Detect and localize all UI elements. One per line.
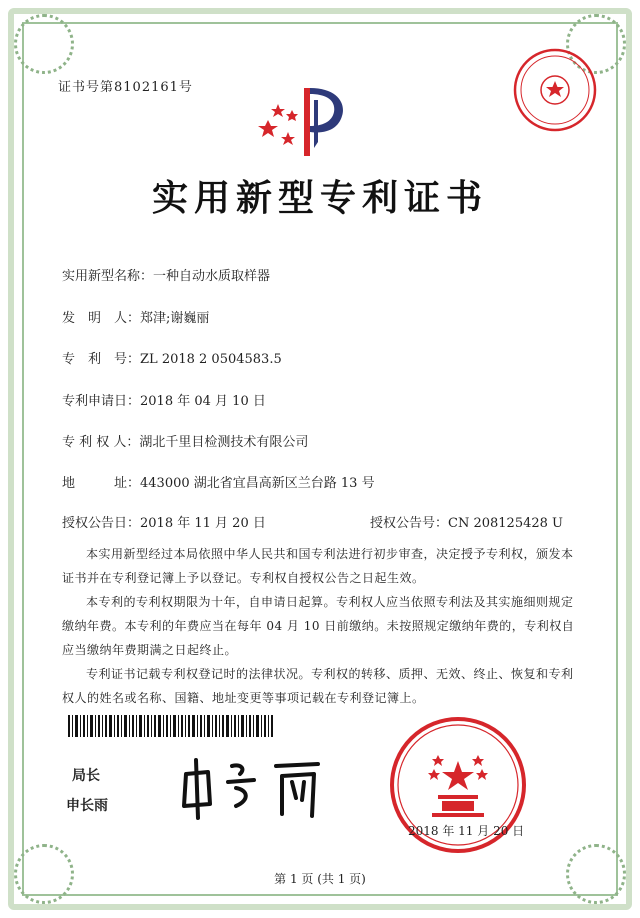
director-name: 申长雨	[66, 798, 108, 814]
field-grant-date	[62, 512, 266, 531]
field-address	[62, 472, 375, 491]
field-patentee	[62, 431, 308, 450]
director-title: 局长	[72, 768, 100, 784]
certificate-title: 实用新型专利证书	[151, 177, 488, 219]
field-label: 地 址：	[62, 476, 141, 491]
top-right-red-seal	[510, 45, 600, 135]
paragraph-legal-status: 专利证书记载专利权登记时的法律状况。专利权的转移、质押、无效、终止、恢复和专利权人的姓名或名称、国籍、地址变更等事项记载在专利登记簿上。	[62, 667, 574, 705]
field-value: 2018 年 04 月 10 日	[140, 394, 266, 409]
field-label: 专利申请日：	[62, 394, 141, 409]
field-label: 实用新型名称：	[62, 269, 154, 284]
patent-office-logo	[258, 82, 348, 162]
field-patent-number	[62, 348, 282, 367]
field-value: 湖北千里目检测技术有限公司	[139, 435, 309, 450]
page-number: 第 1 页 (共 1 页)	[274, 872, 366, 886]
barcode	[68, 715, 273, 737]
field-value: 一种自动水质取样器	[153, 269, 271, 284]
field-value: 2018 年 11 月 20 日	[140, 516, 266, 531]
field-grant-announcement-number	[370, 512, 563, 531]
field-label: 专 利 权 人：	[62, 435, 140, 450]
field-value: CN 208125428 U	[448, 516, 563, 531]
paragraph-examination: 本实用新型经过本局依照中华人民共和国专利法进行初步审查，决定授予专利权，颁发本证书并在专利登记簿上予以登记。专利权自授权公告之日起生效。	[62, 547, 574, 585]
field-value: 郑津;谢巍丽	[140, 311, 210, 326]
field-label: 授权公告日：	[62, 516, 141, 531]
field-label: 专 利 号：	[62, 352, 141, 367]
field-label: 授权公告号：	[370, 516, 449, 531]
corner-ornament-top-left	[14, 14, 74, 74]
field-inventors	[62, 307, 209, 326]
field-value: 443000 湖北省宜昌高新区兰台路 13 号	[140, 476, 375, 491]
seal-date: 2018 年 11 月 20 日	[408, 824, 525, 838]
field-application-date	[62, 390, 266, 409]
director-signature	[178, 752, 328, 822]
field-value: ZL 2018 2 0504583.5	[140, 352, 282, 367]
field-utility-model-name	[62, 265, 270, 284]
certificate-number: 证书号第8102161号	[58, 80, 193, 95]
paragraph-term-and-fees: 本专利的专利权期限为十年，自申请日起算。专利权人应当依照专利法及其实施细则规定缴纳年费。本专利的年费应当在每年 04 月 10 日前缴纳。未按照规定缴纳年费的，专利权自应当缴纳年费期满之日起终止。	[62, 595, 575, 657]
field-label: 发 明 人：	[62, 311, 141, 326]
